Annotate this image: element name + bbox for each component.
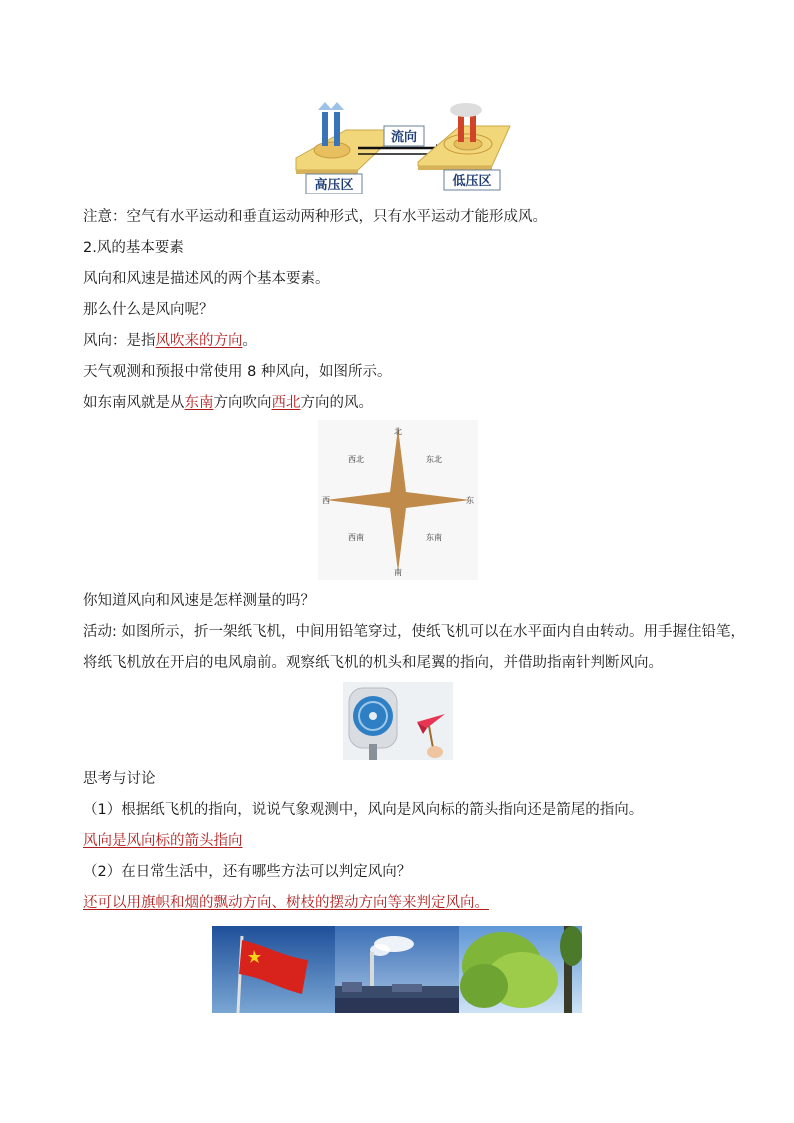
high-pressure-label: 高压区 <box>314 178 354 193</box>
discussion-heading: 思考与讨论 <box>83 771 156 787</box>
discussion-answer-1: 风向是风向标的箭头指向 <box>83 833 243 849</box>
definition-line <box>83 331 257 351</box>
discussion-question-1: （1）根据纸飞机的指向，说说气象观测中，风向是风向标的箭头指向还是箭尾的指向。 <box>83 802 644 818</box>
compass-east: 东 <box>466 496 474 505</box>
discussion-question-2: （2）在日常生活中，还有哪些方法可以判定风向？ <box>83 864 412 880</box>
example-answer-southeast: 东南 <box>184 395 214 411</box>
example-part3: 方向的风。 <box>300 395 373 411</box>
compass-northeast: 东北 <box>426 455 442 464</box>
pressure-flow-figure <box>288 100 516 194</box>
fan-paper-plane-photo <box>343 682 453 760</box>
note-text: 注意：空气有水平运动和垂直运动两种形式，只有水平运动才能形成风。 <box>83 209 547 225</box>
low-pressure-label: 低压区 <box>452 174 492 189</box>
compass-rose <box>318 420 478 580</box>
compass-south: 南 <box>394 568 402 577</box>
compass-southwest: 西南 <box>348 533 364 542</box>
example-answer-northwest: 西北 <box>271 395 301 411</box>
flow-label: 流向 <box>390 130 418 145</box>
example-part2: 方向吹向 <box>213 395 272 411</box>
definition-prefix: 风向：是指 <box>83 333 156 349</box>
compass-northwest: 西北 <box>348 455 364 464</box>
eight-directions-text: 天气观测和预报中常使用 8 种风向，如图所示。 <box>83 364 392 380</box>
wind-indicators-photo-strip <box>212 926 582 1013</box>
basic-elements-text: 风向和风速是描述风的两个基本要素。 <box>83 271 330 287</box>
section-heading: 2.风的基本要素 <box>83 240 184 256</box>
compass-southeast: 东南 <box>426 533 442 542</box>
example-part1: 如东南风就是从 <box>83 395 185 411</box>
compass-west: 西 <box>322 496 330 505</box>
definition-suffix: 。 <box>242 333 257 349</box>
activity-line-1: 活动: 如图所示，折一架纸飞机，中间用铅笔穿过，使纸飞机可以在水平面内自由转动。用手握住铅笔， <box>83 624 745 640</box>
question-wind-direction: 那么什么是风向呢？ <box>83 302 214 318</box>
discussion-answer-2: 还可以用旗帜和烟的飘动方向、树枝的摆动方向等来判定风向。 <box>83 895 489 911</box>
willow-tree-photo <box>459 926 582 1013</box>
chimney-smoke-photo <box>335 926 459 1013</box>
example-line <box>83 393 373 413</box>
flag-photo <box>212 926 335 1013</box>
question-measure: 你知道风向和风速是怎样测量的吗？ <box>83 593 315 609</box>
compass-north: 北 <box>394 427 402 436</box>
activity-line-2: 将纸飞机放在开启的电风扇前。观察纸飞机的机头和尾翼的指向，并借助指南针判断风向。 <box>83 655 663 671</box>
definition-answer: 风吹来的方向 <box>155 333 243 349</box>
